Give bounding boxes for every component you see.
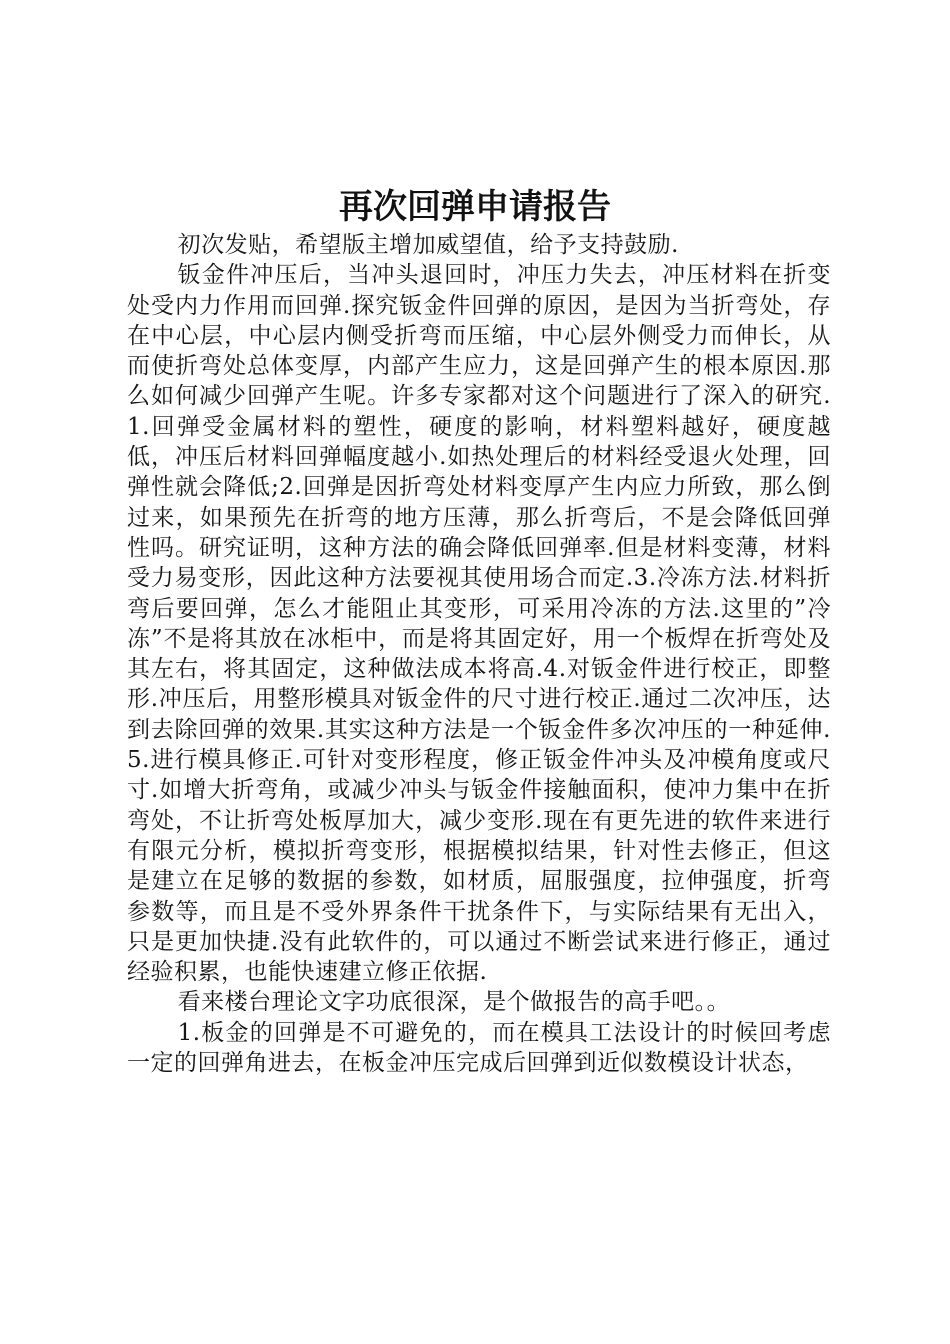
paragraph-intro: 初次发贴，希望版主增加威望值，给予支持鼓励. [177, 232, 679, 258]
document-title: 再次回弹申请报告 [339, 187, 611, 227]
paragraph-reply: 看来楼台理论文字功底很深，是个做报告的高手吧。。 [177, 989, 731, 1016]
paragraph-point-1: 1.板金的回弹是不可避免的，而在模具工法设计的时候回考虑一定的回弹角进去，在板金冲压完成后回弹到近似数模设计状态， [127, 1019, 831, 1077]
paragraph-main: 钣金件冲压后，当冲头退回时，冲压力失去，冲压材料在折变处受内力作用而回弹.探究钣金件回弹的原因，是因为当折弯处，存在中心层，中心层内侧受折弯而压缩，中心层外侧受力而伸长，从而使折弯处总体变厚，内部产生应力，这是回弹产生的根本原因.那么如何减少回弹产生呢。许多专家都对这个问题进行了深入的研究.1.回弹受金属材料的塑性，硬度的影响，材料塑料越好，硬度越低，冲压后材料回弹幅度越小.如热处理后的材料经受退火处理，回弹性就会降低;2.回弹是因折弯处材料变厚产生内应力所致，那么倒过来，如果预先在折弯的地方压薄，那么折弯后，不是会降低回弹性吗。研究证明，这种方法的确会降低回弹率.但是材料变薄，材料受力易变形，因此这种方法要视其使用场合而定.3.冷冻方法.材料折弯后要回弹，怎么才能阻止其变形，可采用冷冻的方法.这里的”冷冻”不是将其放在冰柜中，而是将其固定好，用一个板焊在折弯处及其左右，将其固定，这种做法成本将高.4.对钣金件进行校正，即整形.冲压后，用整形模具对钣金件的尺寸进行校正.通过二次冲压，达到去除回弹的效果.其实这种方法是一个钣金件多次冲压的一种延伸.5.进行模具修正.可针对变形程度，修正钣金件冲头及冲模角度或尺寸.如增大折弯角，或减少冲头与钣金件接触面积，使冲力集中在折弯处，不让折弯处板厚加大，减少变形.现在有更先进的软件来进行有限元分析，模拟折弯变形，根据模拟结果，针对性去修正，但这是建立在足够的数据的参数，如材质，屈服强度，拉伸强度，折弯参数等，而且是不受外界条件干扰条件下，与实际结果有无出入，只是更加快捷.没有此软件的，可以通过不断尝试来进行修正，通过经验积累，也能快速建立修正依据. [127, 262, 831, 986]
document-body [127, 230, 831, 1078]
